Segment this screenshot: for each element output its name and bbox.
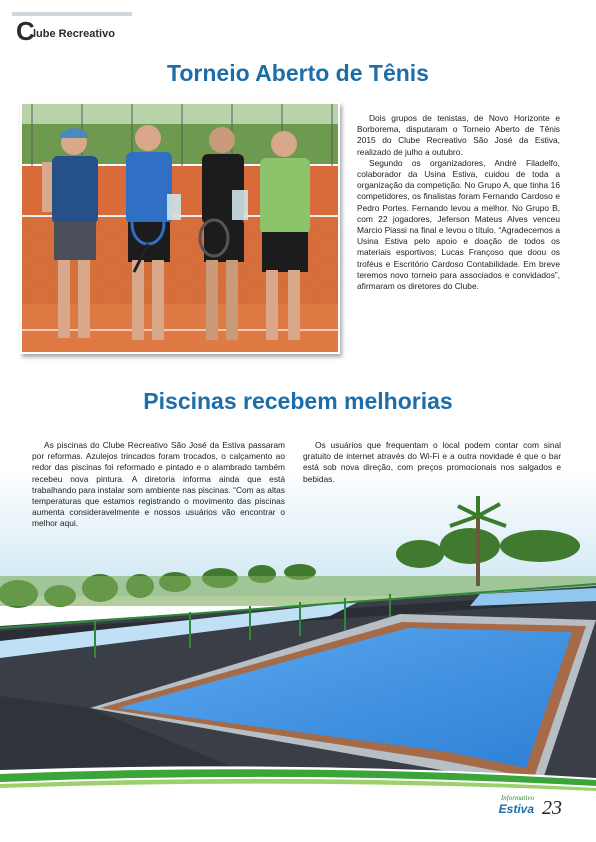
pool-article-body-left [32, 440, 285, 530]
section-tag [12, 12, 142, 46]
brand-logo: Estiva [498, 802, 534, 816]
brand-small: Informativo [500, 794, 534, 802]
pool-article-body-right [303, 440, 561, 485]
page-number: 23 [542, 797, 562, 819]
pool-paragraph-2: Os usuários que frequentam o local podem contar com sinal gratuito de internet através do Wi-Fi e a outra novidade é que o bar está sob nova direção, com preços promocionais nos salgados e bebidas. [303, 440, 561, 484]
tennis-paragraph-2: Segundo os organizadores, André Filadelfo, colaborador da Usina Estiva, cuidou de toda a organização da competição. No Grupo A, que tinha 16 competidores, os finalistas foram Fernando Cardoso e Pedro Portes. Fernando levou a melhor. No Grupo B, com 22 jogadores, Jeferson Mateus Alves venceu Marcio Piassi na final e levou o título. “Agradecemos a Usina Estiva pelo apoio e doação de todos os materiais esportivos; Lucas Françoso que doou os troféus e Escritório Cardoso Contabilidade. Em breve teremos novo torneio para associados e convidados”, afirmaram os diretores do Clube. [357, 157, 560, 292]
section-label: lube Recreativo [33, 28, 115, 40]
tennis-players-photo [20, 102, 340, 354]
section-initial: C [16, 16, 35, 46]
pool-paragraph-1: As piscinas do Clube Recreativo São José da Estiva passaram por reformas. Azulejos trincados foram trocados, o calçamento ao redor das piscinas foi reformado e pintado e o alambrado também recebeu nova pintura. A diretoria informa ainda que está trabalhando para instalar som ambiente nas piscinas. “Com as altas temperaturas que estamos registrando o movimento das piscinas aumenta consideravelmente e nossos usuários vão encontrar o melhor aqui. [32, 440, 285, 529]
pool-article-title: Piscinas recebem melhorias [143, 388, 453, 414]
tennis-paragraph-1: Dois grupos de tenistas, de Novo Horizonte e Borborema, disputaram o Torneio Aberto de Tênis 2015 do Clube Recreativo São José da Estiva, realizado de julho a outubro. [357, 113, 560, 157]
tennis-article-body [357, 113, 560, 292]
tennis-article-title: Torneio Aberto de Tênis [167, 60, 429, 86]
